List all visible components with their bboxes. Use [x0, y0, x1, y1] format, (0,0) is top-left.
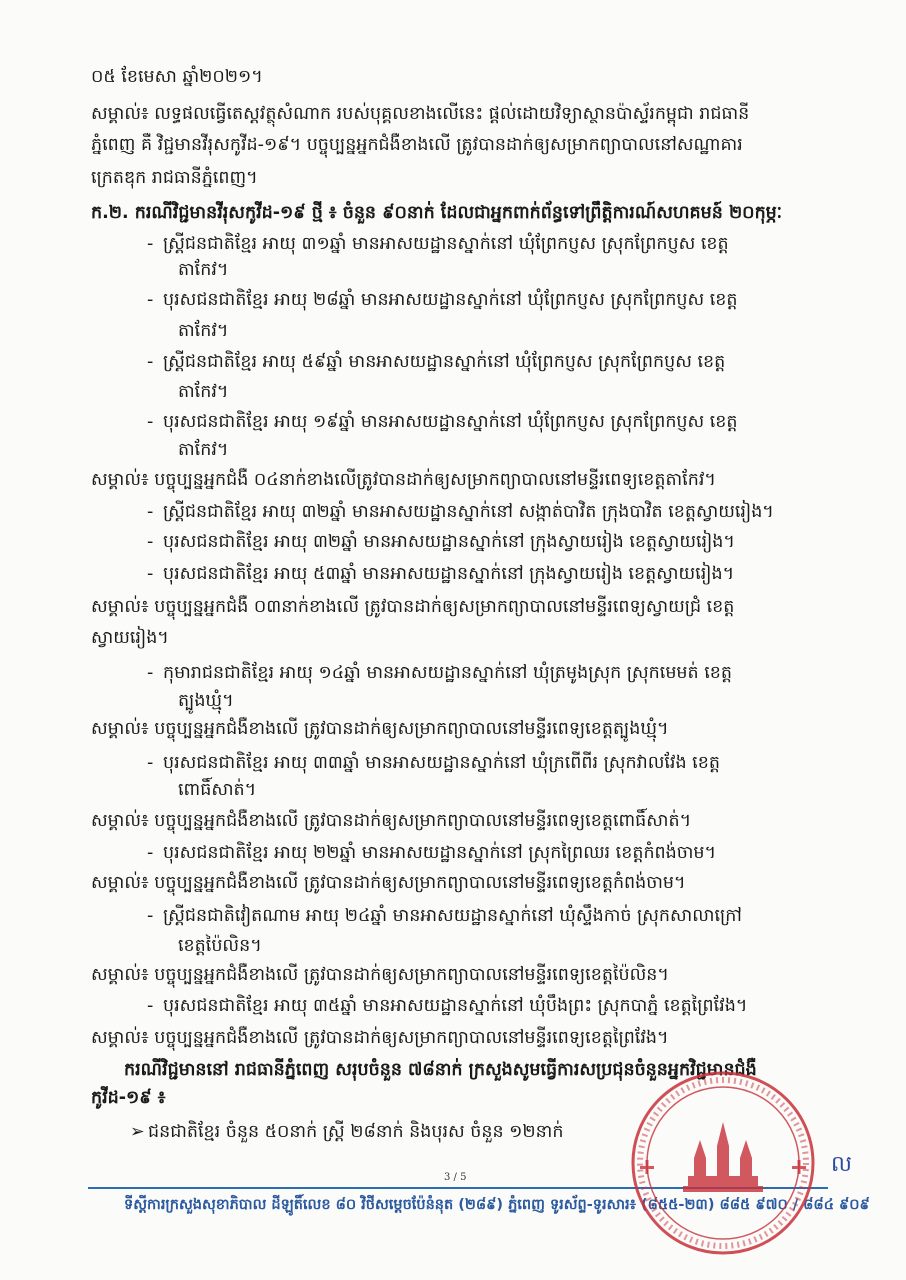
line-text: សម្គាល់៖ បច្ចុប្បន្នអ្នកជំងឺខាងលើ ត្រូវបានដាក់ឲ្យសម្រាកព្យាបាលនៅមន្ទីរពេទ្យខេត្តកំពង់ចាម។ — [91, 873, 686, 893]
line-text: ស្ត្រីជនជាតិខ្មែរ អាយុ ៣២ឆ្នាំ មានអាសយដ្ឋានស្នាក់នៅ សង្កាត់បាវិត ក្រុងបាវិត ខេត្តស្វាយរៀង។ — [163, 502, 774, 522]
line-text: កូវីដ-១៩ ៖ — [91, 1088, 166, 1108]
line-text: សម្គាល់៖ បច្ចុប្បន្នអ្នកជំងឺ ០៤នាក់ខាងលើត្រូវបានដាក់ឲ្យសម្រាកព្យាបាលនៅមន្ទីរពេទ្យខេត្តតាកែវ។ — [91, 470, 716, 490]
list-item — [147, 660, 732, 686]
list-item — [147, 499, 774, 525]
dash-bullet: - — [147, 753, 154, 773]
line-text: ក្រេតឌុក រាជធានីភ្នំពេញ។ — [91, 168, 258, 188]
text-line — [178, 257, 228, 283]
text-line — [91, 1025, 669, 1051]
text-line — [91, 870, 686, 896]
text-line — [178, 379, 228, 405]
footer-address: ទីស្តីការក្រសួងសុខាភិបាល ដីឡូតិ៍លេខ ៨០ វិថីសម្តេចប៉ែនំនុត (២៨៩) ភ្នំពេញ ទូរស័ព្ទ-ទូរសារ៖ (៨៥៥-២៣) ៨៨៥ ៩៧០ / ៨៨៤ ៩០៩ — [124, 1197, 870, 1213]
text-line — [91, 132, 743, 158]
line-text: បុរសជនជាតិខ្មែរ អាយុ ២២ឆ្នាំ មានអាសយដ្ឋានស្នាក់នៅ ស្រុកព្រៃឈរ ខេត្តកំពង់ចាម។ — [163, 843, 717, 863]
line-text: សម្គាល់៖ បច្ចុប្បន្នអ្នកជំងឺខាងលើ ត្រូវបានដាក់ឲ្យសម្រាកព្យាបាលនៅមន្ទីរពេទ្យខេត្តពោធិ៍សាត់។ — [91, 811, 692, 831]
dash-bullet: - — [147, 502, 154, 522]
line-text: បុរសជនជាតិខ្មែរ អាយុ ៣២ឆ្នាំ មានអាសយដ្ឋានស្នាក់នៅ ក្រុងស្វាយរៀង ខេត្តស្វាយរៀង។ — [163, 532, 735, 552]
line-text: ស្ត្រីជនជាតិវៀតណាម អាយុ ២៤ឆ្នាំ មានអាសយដ្ឋានស្នាក់នៅ ឃុំស្ទឹងកាច់ ស្រុកសាលាក្រៅ — [163, 906, 742, 926]
line-text: សម្គាល់៖ បច្ចុប្បន្នអ្នកជំងឺ ០៣នាក់ខាងលើ ត្រូវបានដាក់ឲ្យសម្រាកព្យាបាលនៅមន្ទីរពេទ្យស្វាយជ្រំ ខេត្ត — [91, 597, 735, 617]
text-line — [91, 808, 691, 834]
dash-bullet: - — [147, 412, 154, 432]
line-text: តាកែវ។ — [178, 382, 229, 402]
line-text: តាកែវ។ — [178, 321, 229, 341]
text-line — [91, 716, 669, 742]
line-text: សម្គាល់៖ បច្ចុប្បន្នអ្នកជំងឺខាងលើ ត្រូវបានដាក់ឲ្យសម្រាកព្យាបាលនៅមន្ទីរពេទ្យខេត្តប៉ៃលិន។ — [91, 965, 669, 985]
dash-bullet: - — [147, 564, 154, 584]
text-line — [178, 318, 228, 344]
text-line — [178, 437, 228, 463]
line-text: ជនជាតិខ្មែរ ចំនួន ៥០នាក់ ស្ត្រី ២៨នាក់ និងបុរស ចំនួន ១២នាក់ — [148, 1122, 564, 1142]
line-text: ស្វាយរៀង។ — [91, 628, 169, 648]
list-item — [147, 231, 729, 257]
dash-bullet: - — [147, 352, 154, 372]
dash-bullet: - — [147, 996, 154, 1016]
line-text: ពោធិ៍សាត់។ — [178, 780, 257, 800]
text-line — [178, 777, 256, 803]
line-text: សម្គាល់៖ លទ្ធផលធ្វើតេស្តវត្ថុសំណាក របស់បុគ្គលខាងលើនេះ ផ្តល់ដោយវិទ្យាស្ថានប៉ាស្ទ័រកម្ពុជា រាជធានី — [91, 104, 750, 124]
official-seal-icon — [628, 1068, 818, 1258]
list-item — [147, 840, 716, 866]
line-text: ត្បូងឃ្មុំ។ — [178, 691, 234, 711]
text-line — [91, 200, 782, 226]
text-line — [91, 64, 263, 90]
line-text: សម្គាល់៖ បច្ចុប្បន្នអ្នកជំងឺខាងលើ ត្រូវបានដាក់ឲ្យសម្រាកព្យាបាលនៅមន្ទីរពេទ្យខេត្តត្បូងឃ្មុំ។ — [91, 719, 669, 739]
dash-bullet: - — [147, 234, 154, 254]
line-text: ករណីវិជ្ជមាននៅ រាជធានីភ្នំពេញ សរុបចំនួន ៧៨នាក់ ក្រសួងសូមធ្វើការសប្រជុនចំនួនអ្នកវិជ្ជមានជំងឺ — [124, 1060, 757, 1080]
list-item — [147, 750, 720, 776]
dash-bullet: - — [147, 906, 154, 926]
list-item — [147, 561, 734, 587]
list-item — [147, 529, 735, 555]
dash-bullet: - — [147, 532, 154, 552]
text-line — [91, 594, 734, 620]
line-text: ខេត្តប៉ៃលិន។ — [178, 936, 262, 956]
line-text: កុមារាជនជាតិខ្មែរ អាយុ ១៤ឆ្នាំ មានអាសយដ្ឋានស្នាក់នៅ ឃុំត្រមូងស្រុក ស្រុកមេមត់ ខេត្ត — [163, 663, 732, 683]
dash-bullet: - — [147, 843, 154, 863]
line-text: តាកែវ។ — [178, 260, 229, 280]
list-item — [130, 1119, 563, 1145]
line-text: សម្គាល់៖ បច្ចុប្បន្នអ្នកជំងឺខាងលើ ត្រូវបានដាក់ឲ្យសម្រាកព្យាបាលនៅមន្ទីរពេទ្យខេត្តព្រៃវែង។ — [91, 1028, 669, 1048]
line-text: ស្ត្រីជនជាតិខ្មែរ អាយុ ៣១ឆ្នាំ មានអាសយដ្ឋានស្នាក់នៅ ឃុំព្រែកប្ញស ស្រុកព្រែកប្ញស ខេត្ត — [163, 234, 729, 254]
list-item — [147, 903, 742, 929]
text-line — [91, 962, 669, 988]
line-text: ភ្នំពេញ គឺ វិជ្ជមានវីរុសកូវីដ-១៩។ បច្ចុប្បន្នអ្នកជំងឺខាងលើ ត្រូវបានដាក់ឲ្យសម្រាកព្យាបាលនៅសណ្ឋាគារ — [91, 135, 743, 155]
line-text: បុរសជនជាតិខ្មែរ អាយុ ១៩ឆ្នាំ មានអាសយដ្ឋានស្នាក់នៅ ឃុំព្រែកប្ញស ស្រុកព្រែកប្ញស ខេត្ត — [163, 412, 738, 432]
list-item — [147, 409, 738, 435]
list-item — [147, 349, 725, 375]
dash-bullet: - — [147, 290, 154, 310]
arrow-bullet-icon: ➢ — [130, 1122, 145, 1142]
text-line — [91, 101, 749, 127]
page-number: 3 / 5 — [444, 1172, 467, 1183]
text-line — [91, 625, 169, 651]
line-text: បុរសជនជាតិខ្មែរ អាយុ ២៨ឆ្នាំ មានអាសយដ្ឋានស្នាក់នៅ ឃុំព្រែកប្ញស ស្រុកព្រែកប្ញស ខេត្ត — [163, 290, 738, 310]
text-line — [91, 467, 716, 493]
list-item — [147, 993, 747, 1019]
line-text: បុរសជនជាតិខ្មែរ អាយុ ៣៥ឆ្នាំ មានអាសយដ្ឋានស្នាក់នៅ ឃុំបឹងព្រះ ស្រុកបាភ្នំ ខេត្តព្រៃវែង។ — [163, 996, 748, 1016]
line-text: ក.២. ករណីវិជ្ជមានវីរុសកូវីដ-១៩ ថ្មី ៖ ចំនួន ៩០នាក់ ដែលជាអ្នកពាក់ព័ន្ធទៅព្រឹត្តិការណ៍សហគមន៍ ២០កុម្ភៈ — [91, 203, 783, 223]
line-text: បុរសជនជាតិខ្មែរ អាយុ ៥៣ឆ្នាំ មានអាសយដ្ឋានស្នាក់នៅ ក្រុងស្វាយរៀង ខេត្តស្វាយរៀង។ — [163, 564, 735, 584]
list-item — [147, 287, 738, 313]
text-line — [91, 1085, 165, 1111]
line-text: ០៥ ខែមេសា ឆ្នាំ២០២១។ — [91, 67, 263, 87]
line-text: តាកែវ។ — [178, 440, 229, 460]
line-text: ស្ត្រីជនជាតិខ្មែរ អាយុ ៥៩ឆ្នាំ មានអាសយដ្ឋានស្នាក់នៅ ឃុំព្រែកប្ញស ស្រុកព្រែកប្ញស ខេត្ត — [163, 352, 726, 372]
text-line — [178, 933, 262, 959]
dash-bullet: - — [147, 663, 154, 683]
handwritten-initial: ល — [831, 1152, 852, 1177]
text-line — [91, 165, 258, 191]
text-line — [178, 688, 234, 714]
line-text: បុរសជនជាតិខ្មែរ អាយុ ៣៣ឆ្នាំ មានអាសយដ្ឋានស្នាក់នៅ ឃុំក្រពើពីរ ស្រុកវាលវែង ខេត្ត — [163, 753, 720, 773]
